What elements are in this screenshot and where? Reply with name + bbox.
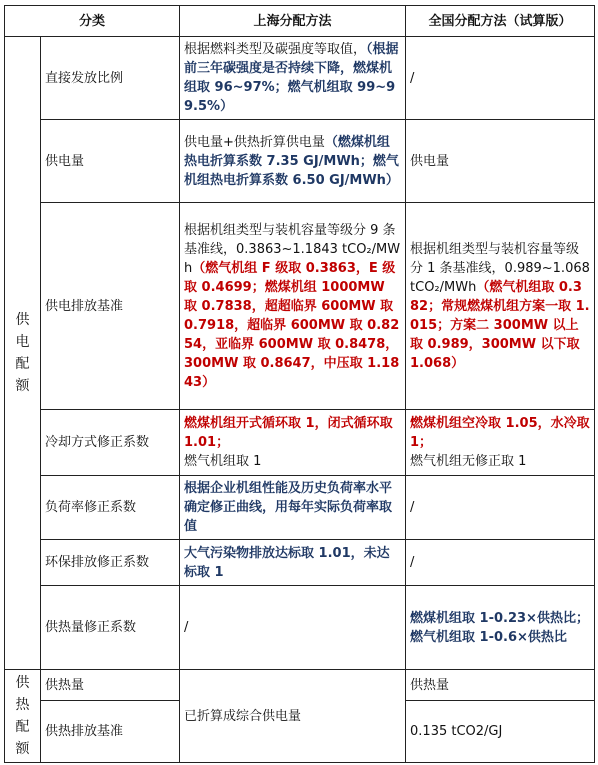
row-label: 环保排放修正系数 bbox=[41, 540, 180, 586]
row-label: 负荷率修正系数 bbox=[41, 476, 180, 540]
shanghai-cell: 已折算成综合供电量 bbox=[180, 670, 406, 763]
shanghai-cell: 根据燃料类型及碳强度等取值，（根据前三年碳强度是否持续下降，燃煤机组取 96~97%；燃气机组取 99~99.5%） bbox=[180, 37, 406, 120]
national-cell: 燃煤机组取 1-0.23×供热比； 燃气机组取 1-0.6×供热比 bbox=[406, 586, 595, 670]
row-label: 供热量修正系数 bbox=[41, 586, 180, 670]
shanghai-cell: 大气污染物排放达标取 1.01，未达标取 1 bbox=[180, 540, 406, 586]
national-cell: 0.135 tCO2/GJ bbox=[406, 701, 595, 763]
row-label: 供电排放基准 bbox=[41, 203, 180, 410]
allocation-comparison-table bbox=[4, 5, 595, 763]
header-row bbox=[5, 6, 595, 37]
table-row bbox=[5, 586, 595, 670]
table-row bbox=[5, 120, 595, 203]
table-row bbox=[5, 37, 595, 120]
table-row bbox=[5, 540, 595, 586]
header-category: 分类 bbox=[5, 6, 180, 37]
shanghai-cell: 根据机组类型与装机容量等级分 9 条基准线，0.3863~1.1843 tCO₂/MWh（燃气机组 F 级取 0.3863，E 级取 0.4699；燃煤机组 1000MW 取 0.7838，超超临界 600MW 取 0.7918，超临界 600MW 取 0.8254，亚临界 600MW 取 0.8478，300MW 取 0.8647，中压取 1.1843） bbox=[180, 203, 406, 410]
header-national: 全国分配方法（试算版） bbox=[406, 6, 595, 37]
table-row bbox=[5, 476, 595, 540]
row-label: 直接发放比例 bbox=[41, 37, 180, 120]
row-label: 供热排放基准 bbox=[41, 701, 180, 763]
national-cell: 供电量 bbox=[406, 120, 595, 203]
national-cell: / bbox=[406, 540, 595, 586]
row-label: 供电量 bbox=[41, 120, 180, 203]
table-row bbox=[5, 410, 595, 476]
national-cell: 燃煤机组空冷取 1.05，水冷取 1； 燃气机组无修正取 1 bbox=[406, 410, 595, 476]
national-cell: / bbox=[406, 37, 595, 120]
shanghai-cell: 供电量+供热折算供电量（燃煤机组热电折算系数 7.35 GJ/MWh；燃气机组热电折算系数 6.50 GJ/MWh） bbox=[180, 120, 406, 203]
table-row bbox=[5, 203, 595, 410]
group-power: 供电配额 bbox=[5, 37, 41, 670]
header-shanghai: 上海分配方法 bbox=[180, 6, 406, 37]
shanghai-cell: 燃煤机组开式循环取 1，闭式循环取 1.01； 燃气机组取 1 bbox=[180, 410, 406, 476]
row-label: 供热量 bbox=[41, 670, 180, 701]
table-row bbox=[5, 670, 595, 701]
shanghai-cell: / bbox=[180, 586, 406, 670]
national-cell: 供热量 bbox=[406, 670, 595, 701]
shanghai-cell: 根据企业机组性能及历史负荷率水平确定修正曲线，用每年实际负荷率取值 bbox=[180, 476, 406, 540]
group-heat: 供热配额 bbox=[5, 670, 41, 763]
national-cell: 根据机组类型与装机容量等级分 1 条基准线，0.989~1.068 tCO₂/MWh（燃气机组取 0.382；常规燃煤机组方案一取 1.015；方案二 300MW 以上取 0.989，300MW 以下取 1.068） bbox=[406, 203, 595, 410]
national-cell: / bbox=[406, 476, 595, 540]
row-label: 冷却方式修正系数 bbox=[41, 410, 180, 476]
